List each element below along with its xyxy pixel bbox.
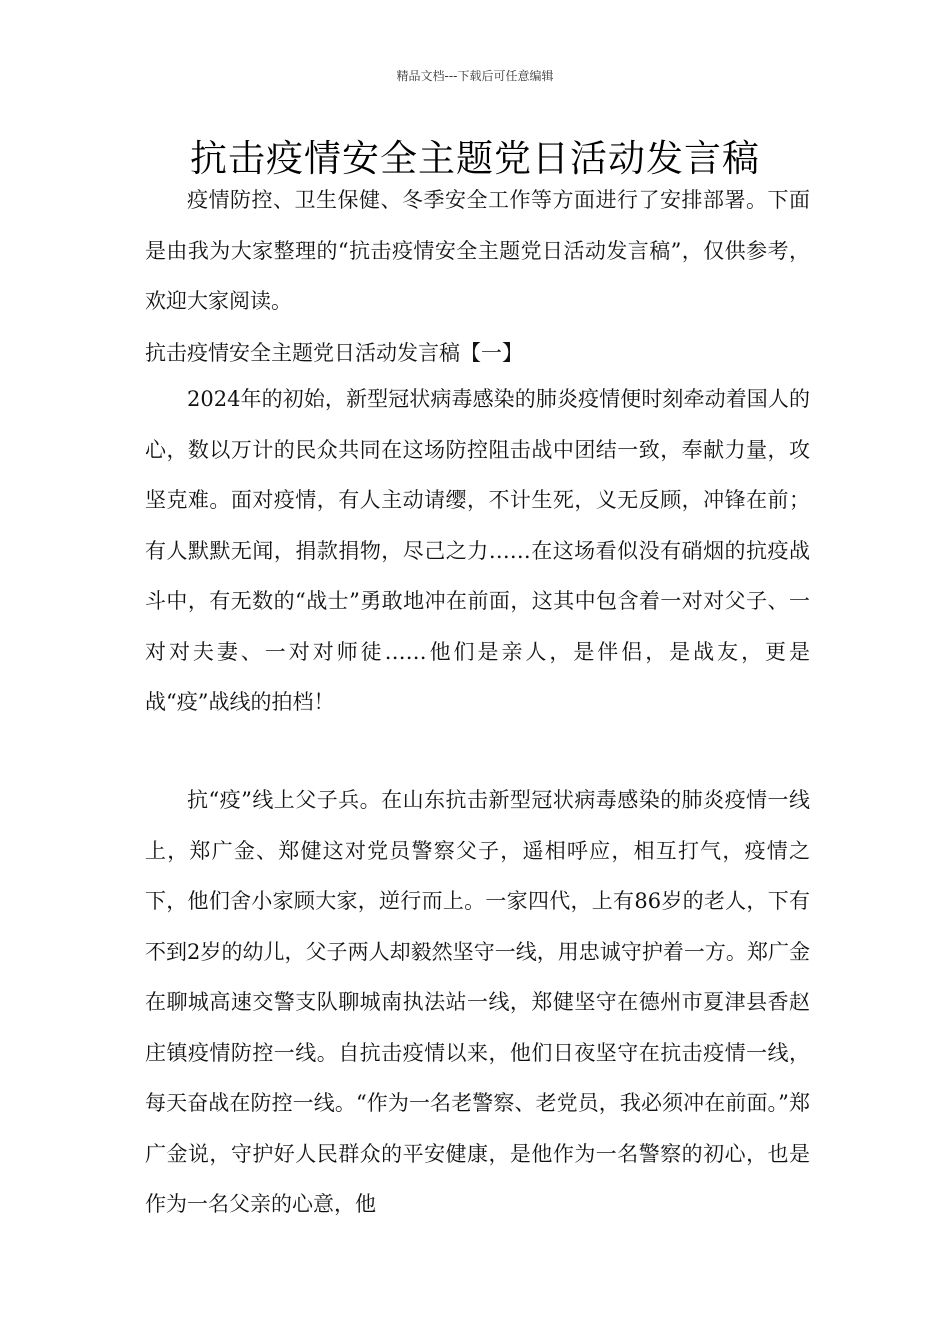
section-heading: 抗击疫情安全主题党日活动发言稿【一】 — [145, 341, 523, 365]
document-title: 抗击疫情安全主题党日活动发言稿 — [190, 137, 760, 180]
intro-paragraph: 疫情防控、卫生保健、冬季安全工作等方面进行了安排部署。下面是由我为大家整理的“抗击疫情安全主题党日活动发言稿”，仅供参考，欢迎大家阅读。 — [145, 188, 810, 313]
paragraph-block-2 — [145, 775, 810, 1230]
paragraph-block-1 — [145, 374, 810, 728]
intro-block — [145, 175, 810, 327]
body-paragraph: 抗“疫”线上父子兵。在山东抗击新型冠状病毒感染的肺炎疫情一线上，郑广金、郑健这对党员警察父子，遥相呼应，相互打气，疫情之下，他们舍小家顾大家，逆行而上。一家四代，上有86岁的老人，下有不到2岁的幼儿，父子两人却毅然坚守一线，用忠诚守护着一方。郑广金在聊城高速交警支队聊城南执法站一线，郑健坚守在德州市夏津县香赵庄镇疫情防控一线。自抗击疫情以来，他们日夜坚守在抗击疫情一线，每天奋战在防控一线。“作为一名老警察、老党员，我必须冲在前面。”郑广金说，守护好人民群众的平安健康，是他作为一名警察的初心，也是作为一名父亲的心意，他 — [145, 788, 810, 1216]
body-paragraph: 2024年的初始，新型冠状病毒感染的肺炎疫情便时刻牵动着国人的心，数以万计的民众共同在这场防控阻击战中团结一致，奉献力量，攻坚克难。面对疫情，有人主动请缨，不计生死，义无反顾，冲锋在前；有人默默无闻，捐款捐物，尽己之力……在这场看似没有硝烟的抗疫战斗中，有无数的“战士”勇敢地冲在前面，这其中包含着一对对父子、一对对夫妻、一对对师徒……他们是亲人，是伴侣，是战友，更是战“疫”战线的拍档！ — [145, 387, 810, 714]
page-header: 精品文档---下载后可任意编辑 — [396, 69, 554, 83]
